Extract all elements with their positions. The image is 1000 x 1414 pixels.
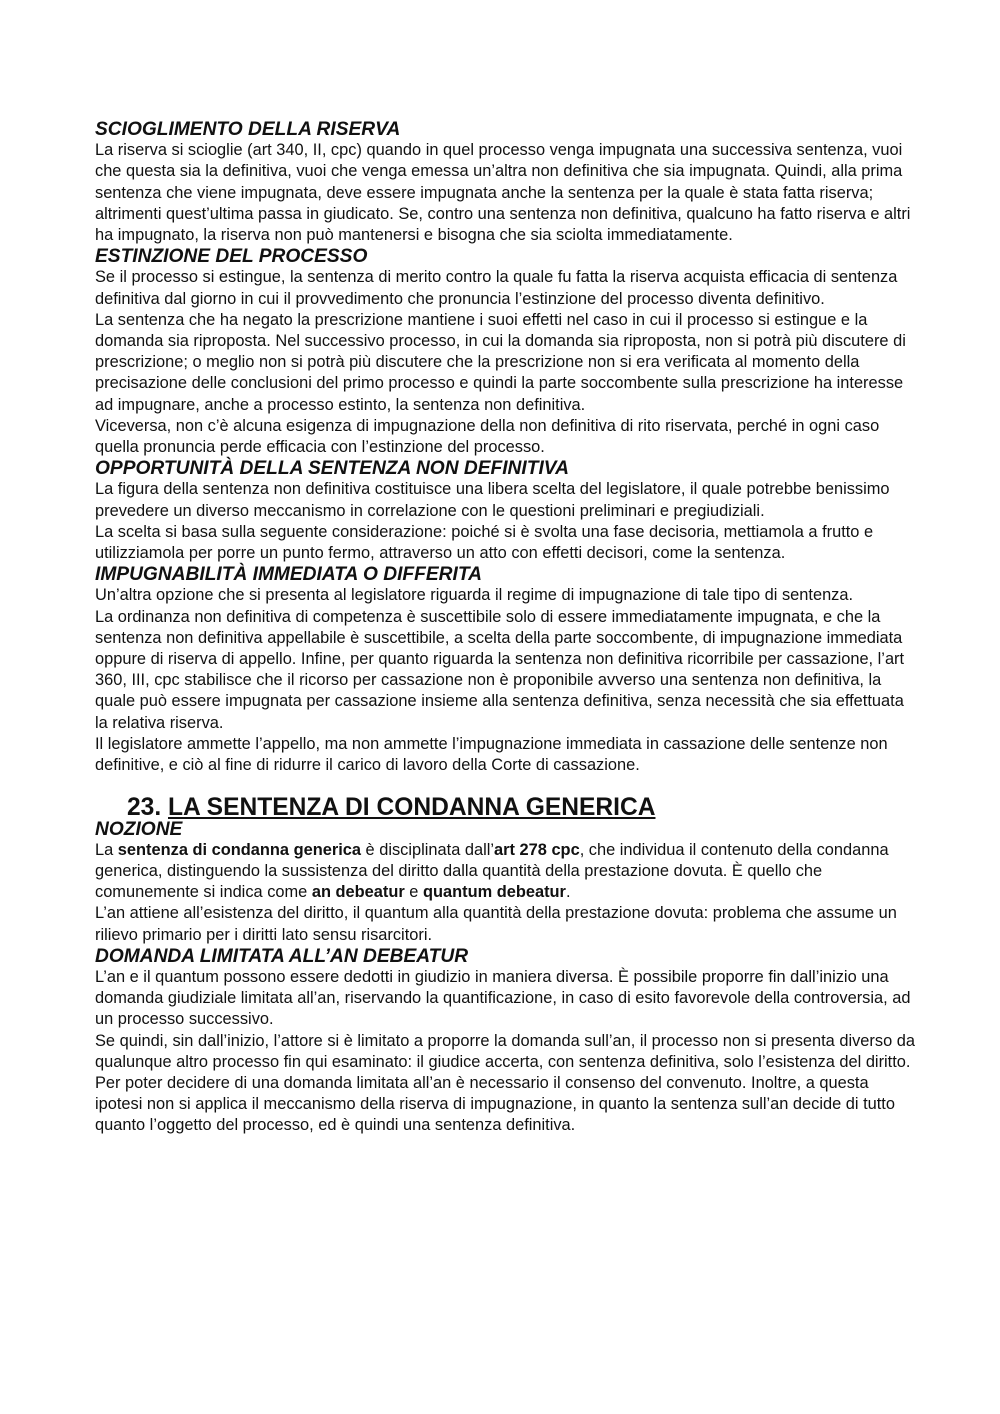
heading-nozione: NOZIONE — [95, 818, 183, 840]
paragraph: Se quindi, sin dall’inizio, l’attore si è limitato a proporre la domanda sull’an, il processo non si presenta diverso da qualunque altro processo fin qui esaminato: il giudice accerta, con sentenza definitiva, solo l’esistenza del diritto. — [95, 1031, 915, 1071]
paragraph: Un’altra opzione che si presenta al legislatore riguarda il regime di impugnazione di tale tipo di sentenza. — [95, 586, 854, 605]
paragraph: La scelta si basa sulla seguente considerazione: poiché si è svolta una fase decisoria, mettiamola a frutto e utilizziamola per porre un punto fermo, attraverso un atto con effetti decisori, come la sentenza. — [95, 522, 874, 563]
bold-term: art 278 cpc — [494, 840, 580, 859]
paragraph: La ordinanza non definitiva di competenza è suscettibile solo di essere immediatamente impugnata, e che la sentenza non definitiva appellabile è suscettibile, a scelta della parte soccombente, di impugnazione immediata oppure di riserva di appello. Infine, per quanto riguarda la sentenza non definitiva ricorribile per cassazione, l’art 360, III, cpc stabilisce che il ricorso per cassazione non è proponibile avverso una sentenza non definitiva, la quale può essere impugnata per cassazione insieme alla sentenza definitiva, senza necessità che sia effettuata la relativa riserva. — [95, 607, 905, 732]
paragraph: L’an attiene all’esistenza del diritto, il quantum alla quantità della prestazione dovuta: problema che assume un rilievo primario per i diritti lato sensu risarcitori. — [95, 904, 897, 944]
text-run: e — [404, 883, 423, 902]
bold-term: an debeatur — [311, 883, 405, 902]
section-title — [127, 794, 915, 822]
bold-term: sentenza di condanna generica — [117, 840, 361, 859]
paragraph: Per poter decidere di una domanda limitata all’an è necessario il consenso del convenuto. Inoltre, a questa ipotesi non si applica il meccanismo della riserva di impugnazione, in quanto la sentenza sull’an decide di tutto quanto l’oggetto del processo, ed è quindi una sentenza definitiva. — [95, 1073, 895, 1135]
section-number: 23. — [127, 794, 168, 822]
heading-estinzione: ESTINZIONE DEL PROCESSO — [95, 246, 368, 268]
heading-domanda-limitata: DOMANDA LIMITATA ALL’AN DEBEATUR — [95, 945, 469, 967]
document-page — [95, 119, 915, 1137]
paragraph: Il legislatore ammette l’appello, ma non ammette l’impugnazione immediata in cassazione delle sentenze non definitive, e ciò al fine di ridurre il carico di lavoro della Corte di cassazione. — [95, 734, 888, 775]
section-title-text: LA SENTENZA DI CONDANNA GENERICA — [168, 794, 656, 822]
text-run: La — [95, 840, 118, 859]
text-run: . — [565, 883, 571, 902]
text-run: , che individua il contenuto della condanna generica, distinguendo la sussistenza del diritto dalla quantità della prestazione dovuta. È quello che comunemente si indica come — [95, 840, 889, 902]
paragraph: L’an e il quantum possono essere dedotti in giudizio in maniera diversa. È possibile proporre fin dall’inizio una domanda giudiziale limitata all’an, riservando la quantificazione, in caso di esito favorevole della controversia, ad un processo successivo. — [95, 967, 911, 1029]
heading-impugnabilita: IMPUGNABILITÀ IMMEDIATA O DIFFERITA — [95, 564, 482, 586]
paragraph: Viceversa, non c’è alcuna esigenza di impugnazione della non definitiva di rito riservata, perché in ogni caso quella pronuncia perde efficacia con l’estinzione del processo. — [95, 416, 880, 457]
paragraph: La riserva si scioglie (art 340, II, cpc) quando in quel processo venga impugnata una successiva sentenza, vuoi che questa sia la definitiva, vuoi che venga emessa un’altra non definitiva che sia impugnata. Quindi, alla prima sentenza che viene impugnata, deve essere impugnata anche la sentenza per la quale è stata fatta riserva; altrimenti quest’ultima passa in giudicato. Se, contro una sentenza non definitiva, qualcuno ha fatto riserva e altri ha impugnato, la riserva non può mantenersi e bisogna che sia sciolta immediatamente. — [95, 141, 911, 245]
bold-term: quantum debeatur — [422, 883, 566, 902]
paragraph: La sentenza che ha negato la prescrizione mantiene i suoi effetti nel caso in cui il processo si estingue e la domanda sia riproposta. Nel successivo processo, in cui la domanda sia riproposta, non si potrà più discutere di prescrizione; o meglio non si potrà più discutere che la prescrizione non si era verificata al momento della precisazione delle conclusioni del primo processo e quindi la parte soccombente sulla prescrizione ha interesse ad impugnare, anche a processo estinto, la sentenza non definitiva. — [95, 310, 906, 414]
rich-paragraph — [95, 840, 915, 904]
heading-scioglimento: SCIOGLIMENTO DELLA RISERVA — [95, 119, 401, 140]
heading-opportunita: OPPORTUNITÀ DELLA SENTENZA NON DEFINITIVA — [95, 458, 569, 480]
paragraph: La figura della sentenza non definitiva costituisce una libera scelta del legislatore, il quale potrebbe benissimo prevedere un diverso meccanismo in correlazione con le questioni preliminari e pregiudiziali. — [95, 480, 890, 520]
paragraph: Se il processo si estingue, la sentenza di merito contro la quale fu fatta la riserva acquista efficacia di sentenza definitiva dal giorno in cui il provvedimento che pronuncia l’estinzione del processo diventa definitivo. — [95, 268, 898, 308]
text-run: è disciplinata dall’ — [361, 840, 495, 859]
